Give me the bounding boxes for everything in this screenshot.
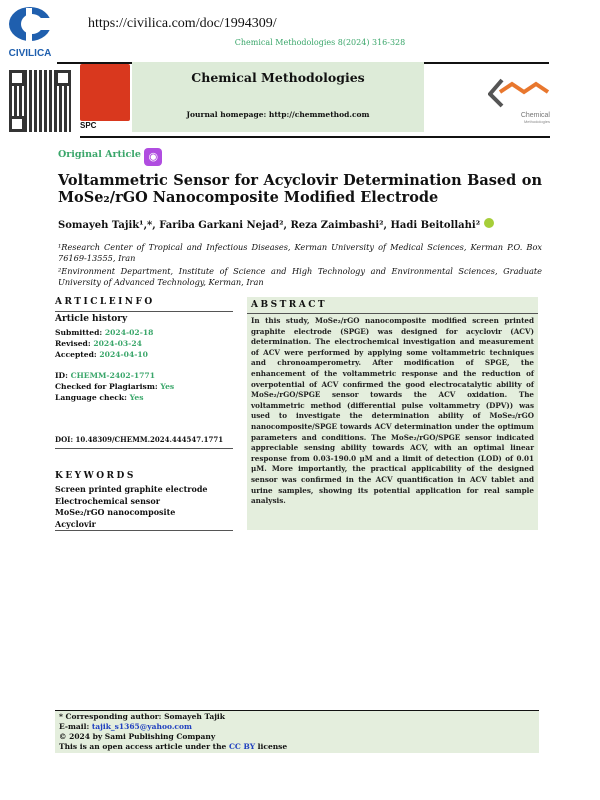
- article-type: [58, 148, 162, 166]
- journal-reference: Chemical Methodologies 8(2024) 316-328: [234, 38, 406, 47]
- source-url[interactable]: https://civilica.com/doc/1994309/: [88, 16, 277, 31]
- podcast-icon[interactable]: ◉: [144, 148, 162, 166]
- journal-homepage[interactable]: Journal homepage: http://chemmethod.com: [186, 110, 370, 119]
- submitted-date: Submitted: 2024-02-18: [55, 328, 154, 337]
- logo-text: Chemical: [520, 112, 550, 119]
- email: E-mail: tajik_s1365@yahoo.com: [59, 722, 192, 731]
- language-check: Language check: Yes: [55, 393, 144, 402]
- title-line: Voltammetric Sensor for Acyclovir Determination Based on: [58, 172, 542, 189]
- keyword: Screen printed graphite electrode: [55, 484, 208, 494]
- article-history-heading: Article history: [55, 314, 128, 324]
- article-info-heading: ARTICLEINFO: [55, 297, 233, 312]
- article-type-label: Original Article: [58, 149, 141, 160]
- revised-date: Revised: 2024-03-24: [55, 339, 142, 348]
- orcid-icon[interactable]: [484, 218, 494, 228]
- abstract-heading: ABSTRACT: [247, 297, 538, 314]
- abstract: [247, 297, 538, 530]
- qr-code: [9, 70, 71, 132]
- affiliation-2: ²Environment Department, Institute of Science and High Technology and Environmental Sciences, Graduate University of Advanced Technology, Kerman, Iran: [58, 266, 542, 287]
- journal-header-box: [132, 62, 424, 132]
- spc-logo-text: SPC: [80, 121, 97, 130]
- civilica-logo-text: CIVILICA: [8, 48, 52, 59]
- article-info: [55, 297, 233, 531]
- logo-subtext: Methodologies: [523, 119, 550, 124]
- doi[interactable]: DOI: 10.48309/CHEMM.2024.444547.1771: [55, 435, 233, 449]
- title-line: MoSe₂/rGO Nanocomposite Modified Electrode: [58, 189, 439, 206]
- affiliation-1: ¹Research Center of Tropical and Infectious Diseases, Kerman University of Medical Sciences, Kerman P.O. Box 76169-13555, Iran: [58, 242, 542, 263]
- authors: [58, 218, 494, 231]
- journal-title: Chemical Methodologies: [191, 70, 365, 85]
- keywords-heading: KEYWORDS: [55, 471, 136, 481]
- keyword: Acyclovir: [55, 518, 96, 529]
- chemical-methodologies-logo: [488, 78, 550, 128]
- article-title: [58, 172, 542, 206]
- author-list: Somayeh Tajik¹,*, Fariba Garkani Nejad², Reza Zaimbashi², Hadi Beitollahi²: [58, 220, 481, 231]
- abstract-text: In this study, MoSe₂/rGO nanocomposite modified screen printed graphite electrode (SPGE) was designed for acyclovir (ACV) determination. The electrochemical investigation and measurement of ACV were performed by applying some voltammetric techniques and chronoamperometry. After modification of SPGE, the enhancement of the voltammetric response and the reduction of overpotential of ACV confirmed the good electrocatalytic ability of MoSe₂/rGO/SPGE sensor towards the ACV oxidation. The voltammetric method (differential pulse voltammetry (DPV)) was used to investigate the determination ability of MoSe₂/rGO nanocomposite/SPGE towards ACV determination under the optimum parameters and conditions. The MoSe₂/rGO/SPGE sensor indicated appreciable sensing ability towards ACV, with an optimal linear response from 0.03-190.0 μM and a limit of detection (LOD) of 0.01 μM. More importantly, the practical applicability of the designed sensor was confirmed in the ACV quantification in ACV tablet and urine samples, showing its potential application for real sample analysis.: [251, 316, 534, 506]
- keyword: MoSe₂/rGO nanocomposite: [55, 507, 176, 517]
- plagiarism-check: Checked for Plagiarism: Yes: [55, 382, 175, 391]
- keyword: Electrochemical sensor: [55, 495, 160, 506]
- license-link[interactable]: CC BY: [228, 742, 256, 751]
- spc-logo: [80, 64, 135, 134]
- footnote: [55, 710, 539, 753]
- license: This is an open access article under the CC BY license: [59, 742, 288, 751]
- email-link[interactable]: tajik_s1365@yahoo.com: [91, 722, 192, 731]
- corresponding-author: * Corresponding author: Somayeh Tajik: [59, 712, 225, 721]
- civilica-logo[interactable]: [4, 6, 56, 59]
- keywords-list: [55, 484, 233, 531]
- header-rule-bottom: [80, 136, 550, 138]
- accepted-date: Accepted: 2024-04-10: [55, 350, 148, 359]
- copyright: © 2024 by Sami Publishing Company: [59, 732, 216, 741]
- article-id: ID: CHEMM-2402-1771: [55, 371, 155, 380]
